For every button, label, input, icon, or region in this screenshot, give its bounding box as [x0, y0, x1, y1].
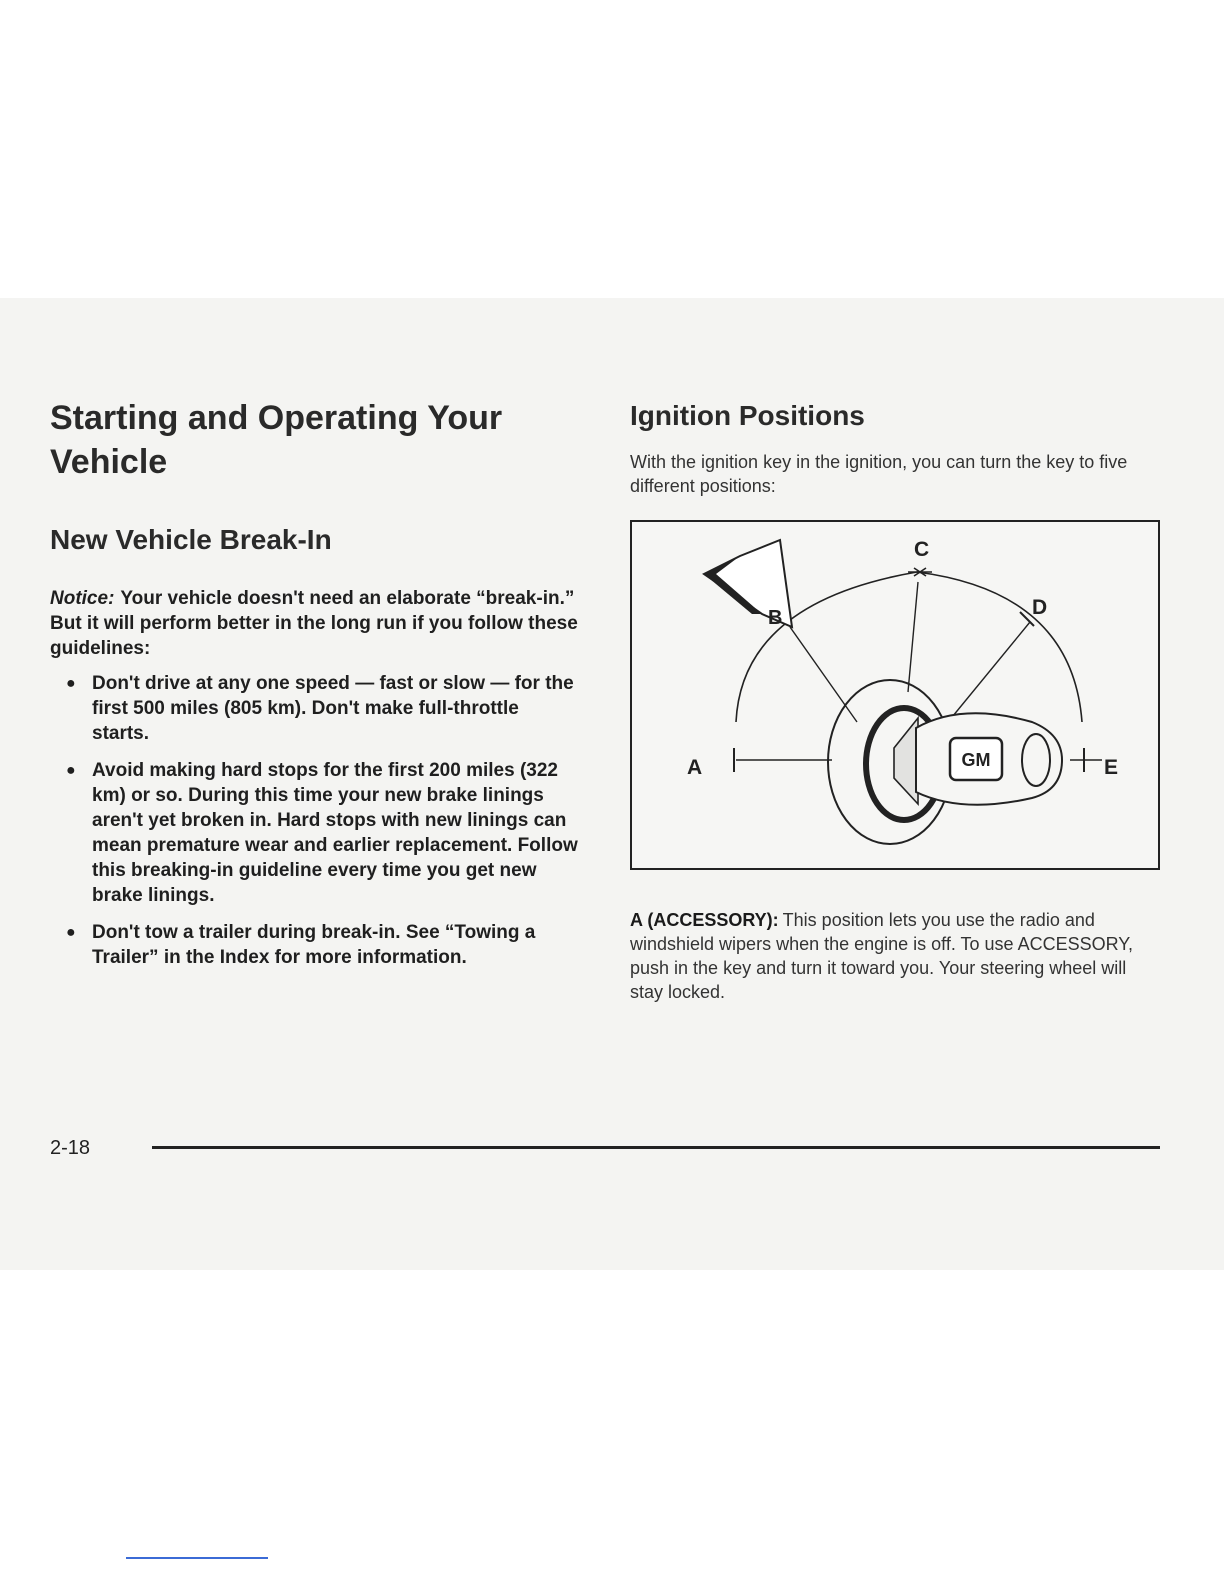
- section-title-ignition: Ignition Positions: [630, 400, 865, 431]
- list-item: [50, 758, 580, 908]
- chapter-title: Starting and Operating Your Vehicle: [50, 399, 503, 481]
- bullet-icon: ●: [66, 675, 76, 692]
- guideline-text: Avoid making hard stops for the first 200 miles (322 km) or so. During this time your new brake linings aren't yet broken in. Hard stops with new linings can mean premature wear and earlier replacement. Follow this breaking-in guideline every time you get new brake linings.: [92, 760, 578, 906]
- label-d: D: [1032, 596, 1048, 619]
- bullet-icon: ●: [66, 924, 76, 941]
- ignition-diagram: [630, 520, 1160, 870]
- notice-text: Your vehicle doesn't need an elaborate “break-in.” But it will perform better in the long run if you follow these guidelines:: [50, 588, 578, 659]
- accessory-term: A (ACCESSORY):: [630, 910, 779, 930]
- radial-line-d: [948, 622, 1030, 722]
- left-column: [50, 396, 580, 982]
- notice-paragraph: [50, 586, 580, 661]
- tick-c-icon: [908, 568, 932, 576]
- link-underline: [126, 1557, 268, 1559]
- guideline-text: Don't tow a trailer during break-in. See “Towing a Trailer” in the Index for more information.: [92, 922, 536, 968]
- bullet-icon: ●: [66, 762, 76, 779]
- label-e: E: [1104, 756, 1119, 779]
- list-item: [50, 920, 580, 970]
- radial-line-b: [790, 627, 857, 722]
- ignition-intro: With the ignition key in the ignition, you can turn the key to five different positions:: [630, 452, 1128, 496]
- ignition-diagram-svg: [632, 522, 1158, 868]
- list-item: [50, 671, 580, 746]
- accessory-paragraph: [630, 908, 1162, 1004]
- guideline-text: Don't drive at any one speed — fast or slow — for the first 500 miles (805 km). Don't make full-throttle starts.: [92, 673, 574, 744]
- footer-rule: [152, 1146, 1160, 1149]
- gm-logo-text: GM: [961, 750, 991, 770]
- key-slot-icon: [894, 718, 918, 804]
- label-c: C: [914, 538, 930, 561]
- accessory-text: This position lets you use the radio and windshield wipers when the engine is off. To use ACCESSORY, push in the key and turn it toward you. Your steering wheel will stay locked.: [630, 910, 1133, 1002]
- label-a: A: [687, 756, 703, 779]
- section-title-break-in: New Vehicle Break-In: [50, 524, 332, 555]
- notice-label: Notice:: [50, 588, 115, 609]
- radial-line-c: [908, 582, 918, 692]
- guidelines-list: [50, 671, 580, 970]
- right-column: [630, 398, 1162, 1004]
- label-b: B: [768, 607, 783, 629]
- page-number: 2-18: [50, 1137, 91, 1159]
